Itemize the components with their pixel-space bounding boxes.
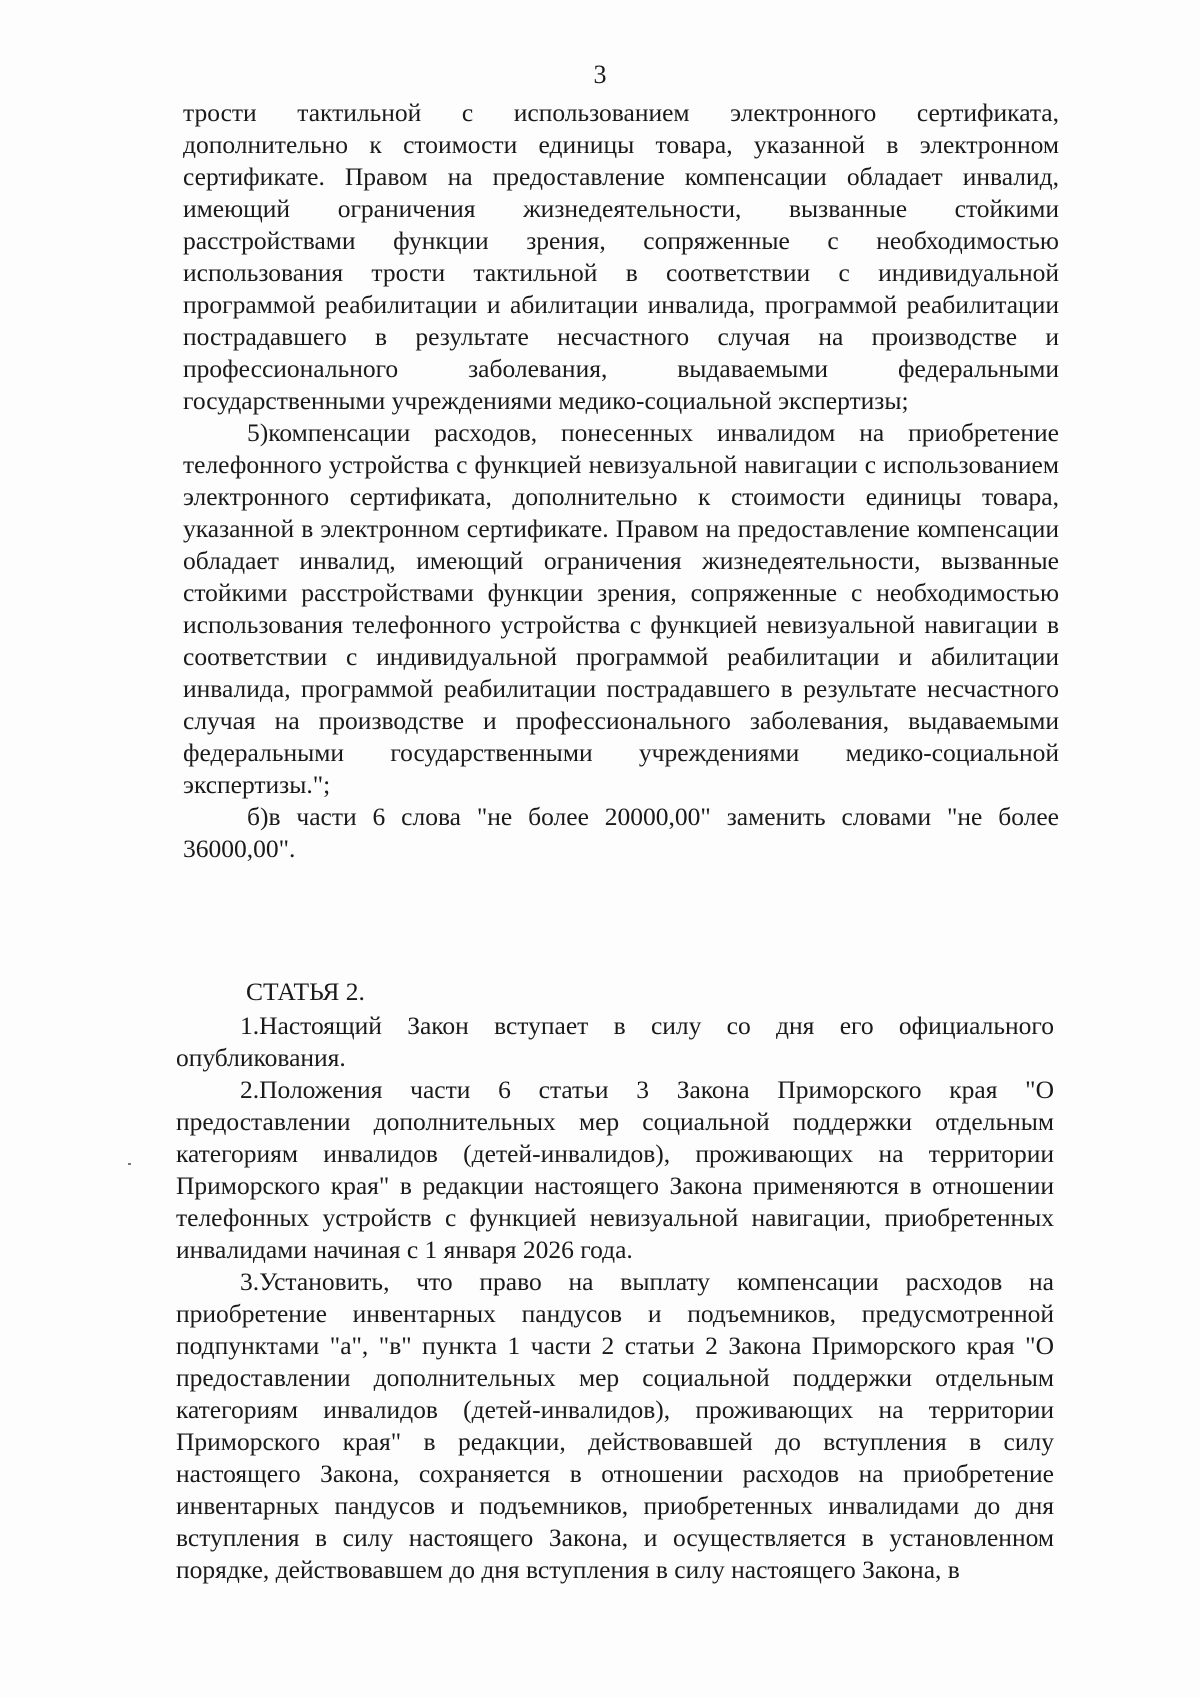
article2-paragraph-2: 2.Положения части 6 статьи 3 Закона Приморского края "О предоставлении дополнительных мер социальной поддержки отдельным категориям инвалидов (детей-инвалидов), проживающих на территории Приморского края" в редакции настоящего Закона применяются в отношении телефонных устройств с функцией невизуальной навигации, приобретенных инвалидами начиная с 1 января 2026 года. [176, 1075, 1054, 1264]
paragraph-cane-compensation: трости тактильной с использованием электронного сертификата, дополнительно к стоимости единицы товара, указанной в электронном сертификате. Правом на предоставление компенсации обладает инвалид, имеющий ограничения жизнедеятельности, вызванные стойкими расстройствами функции зрения, сопряженные с необходимостью использования трости тактильной в соответствии с индивидуальной программой реабилитации и абилитации инвалида, программой реабилитации пострадавшего в результате несчастного случая на производстве и профессионального заболевания, выдаваемыми федеральными государственными учреждениями медико-социальной экспертизы; [183, 98, 1059, 415]
article2-paragraph-3: 3.Установить, что право на выплату компенсации расходов на приобретение инвентарных пандусов и подъемников, предусмотренной подпунктами "а", "в" пункта 1 части 2 статьи 2 Закона Приморского края "О предоставлении дополнительных мер социальной поддержки отдельным категориям инвалидов (детей-инвалидов), проживающих на территории Приморского края" в редакции, действовавшей до вступления в силу настоящего Закона, сохраняется в отношении расходов на приобретение инвентарных пандусов и подъемников, приобретенных инвалидами до дня вступления в силу настоящего Закона, и осуществляется в установленном порядке, действовавшем до дня вступления в силу настоящего Закона, в [176, 1267, 1054, 1584]
page-number: 3 [593, 60, 607, 89]
article2-heading: СТАТЬЯ 2. [246, 977, 365, 1006]
scan-speck [128, 1163, 131, 1165]
article1-continuation [183, 97, 1059, 865]
article2-body [176, 1010, 1054, 1586]
paragraph-item-b: б)в части 6 слова "не более 20000,00" заменить словами "не более 36000,00". [183, 802, 1059, 863]
article2-paragraph-1: 1.Настоящий Закон вступает в силу со дня его официального опубликования. [176, 1011, 1054, 1072]
paragraph-item-5: 5)компенсации расходов, понесенных инвалидом на приобретение телефонного устройства с функцией невизуальной навигации с использованием электронного сертификата, дополнительно к стоимости единицы товара, указанной в электронном сертификате. Правом на предоставление компенсации обладает инвалид, имеющий ограничения жизнедеятельности, вызванные стойкими расстройствами функции зрения, сопряженные с необходимостью использования телефонного устройства с функцией невизуальной навигации в соответствии с индивидуальной программой реабилитации и абилитации инвалида, программой реабилитации пострадавшего в результате несчастного случая на производстве и профессионального заболевания, выдаваемыми федеральными государственными учреждениями медико-социальной экспертизы."; [183, 418, 1059, 799]
